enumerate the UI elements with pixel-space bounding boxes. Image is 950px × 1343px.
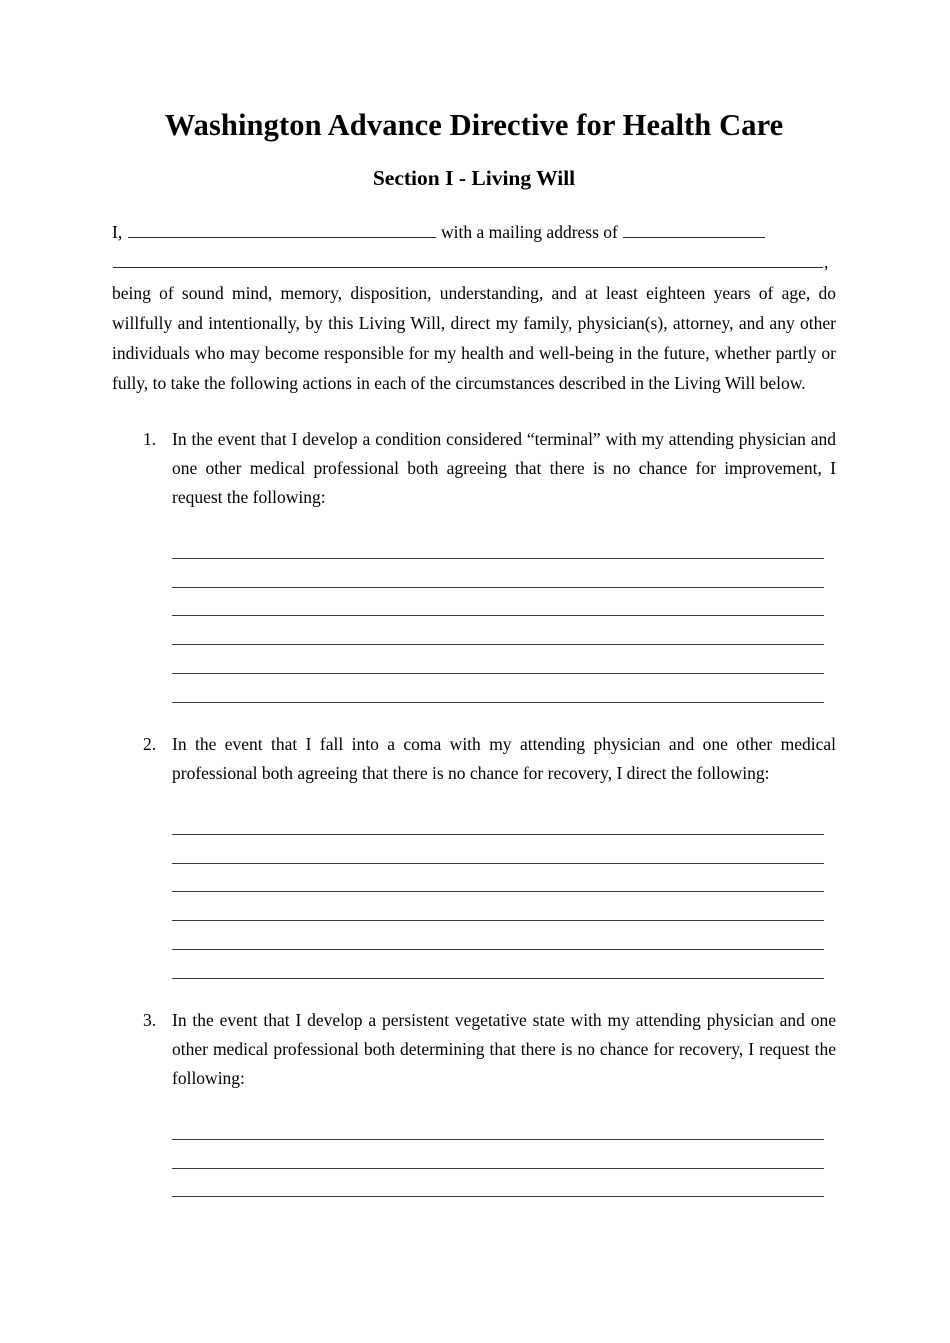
answer-line[interactable]	[172, 1169, 824, 1198]
answer-line[interactable]	[172, 645, 824, 674]
answer-line[interactable]	[172, 674, 824, 703]
item-number: 1.	[143, 428, 157, 449]
mailing-address-label: with a mailing address of	[440, 221, 618, 242]
document-content	[112, 0, 836, 1197]
answer-lines-group-1	[112, 536, 836, 703]
declarant-identification-line	[112, 217, 836, 247]
answer-line[interactable]	[172, 559, 824, 588]
item-number: 3.	[143, 1009, 157, 1030]
section-heading: Section I - Living Will	[372, 166, 576, 191]
item-text: In the event that I fall into a coma with my attending physician and one other medical professional both agreeing that there is no chance for recovery, I direct the following:	[172, 733, 836, 783]
answer-line[interactable]	[172, 588, 824, 617]
item-text: In the event that I develop a persistent vegetative state with my attending physician and one other medical professional both determining that there is no chance for recovery, I request the following:	[172, 1009, 836, 1088]
declaration-paragraph: being of sound mind, memory, disposition, understanding, and at least eighteen years of age, do willfully and intentionally, by this Living Will, direct my family, physician(s), attorney, and any other individuals who may become responsible for my health and well-being in the future, whether partly or fully, to take the following actions in each of the circumstances described in the Living Will below.	[112, 282, 836, 393]
declarant-name-input[interactable]	[128, 222, 436, 238]
intro-block	[112, 217, 836, 398]
answer-line[interactable]	[172, 812, 824, 835]
directive-item-list	[112, 425, 836, 1198]
answer-line[interactable]	[172, 1140, 824, 1169]
mailing-address-input-continued[interactable]	[113, 252, 823, 268]
answer-line[interactable]	[172, 864, 824, 893]
page-title: Washington Advance Directive for Health Care	[164, 108, 784, 142]
list-item	[112, 425, 836, 512]
answer-line[interactable]	[172, 892, 824, 921]
mailing-address-continuation-line	[112, 247, 836, 277]
answer-line[interactable]	[172, 536, 824, 559]
answer-line[interactable]	[172, 950, 824, 979]
answer-line[interactable]	[172, 616, 824, 645]
list-item	[112, 730, 836, 788]
answer-line[interactable]	[172, 835, 824, 864]
trailing-comma: ,	[824, 251, 829, 272]
answer-line[interactable]	[172, 1117, 824, 1140]
mailing-address-input[interactable]	[623, 222, 765, 238]
item-text: In the event that I develop a condition considered “terminal” with my attending physician and one other medical professional both agreeing that there is no chance for improvement, I request the following:	[172, 428, 836, 507]
answer-lines-group-3	[112, 1117, 836, 1198]
answer-line[interactable]	[172, 921, 824, 950]
list-item	[112, 1006, 836, 1093]
lead-prefix-label: I,	[112, 221, 123, 242]
item-number: 2.	[143, 733, 157, 754]
answer-lines-group-2	[112, 812, 836, 979]
